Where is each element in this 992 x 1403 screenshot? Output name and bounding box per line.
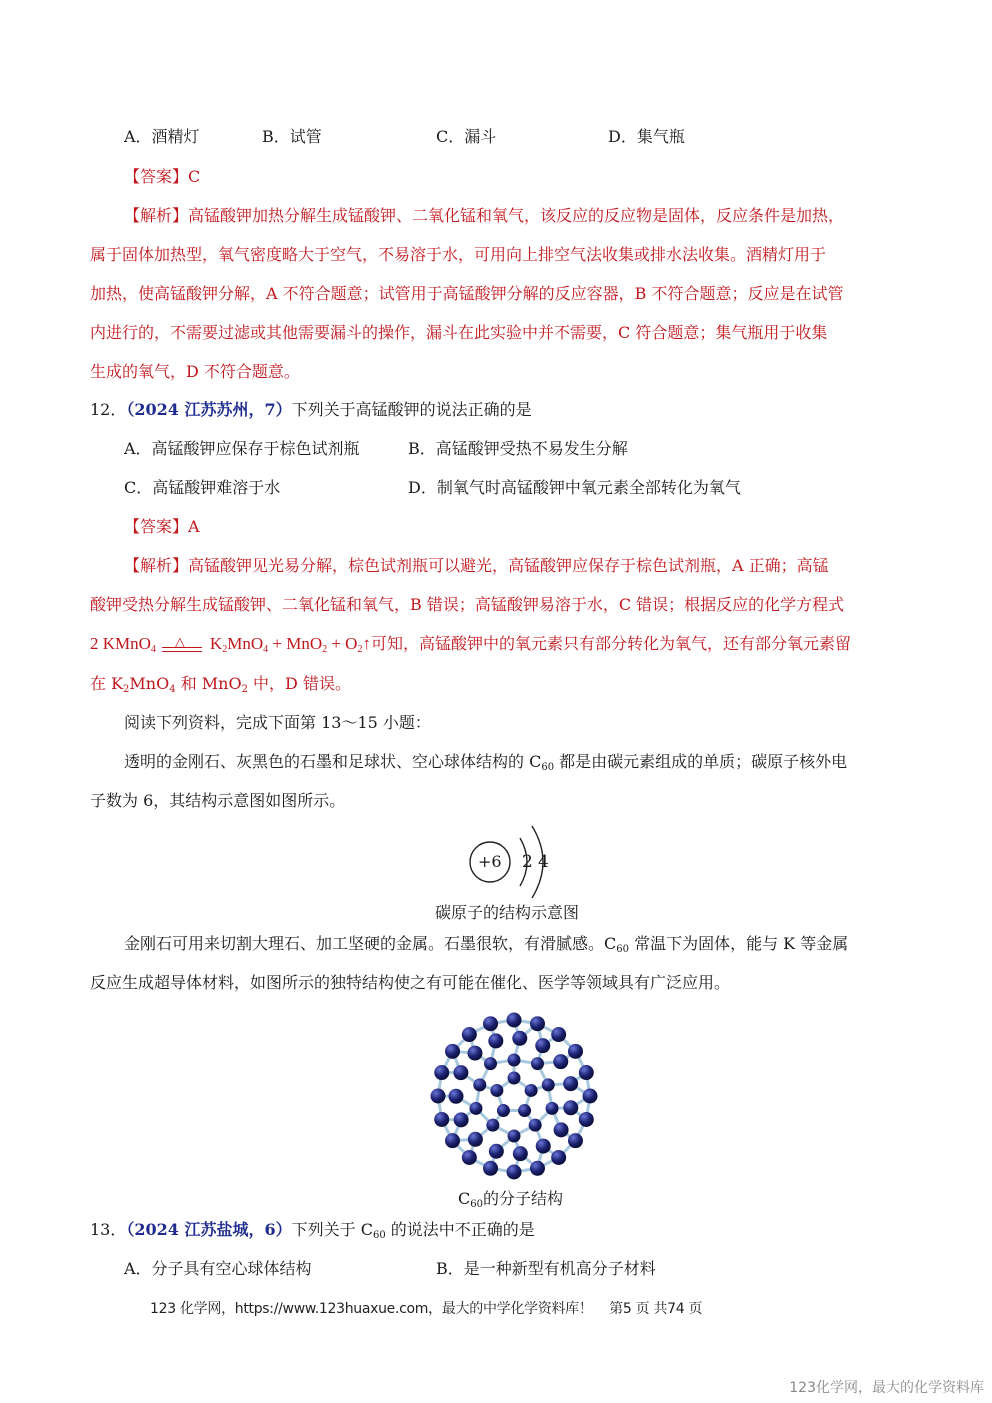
c60-carbon-atom <box>563 1100 578 1115</box>
c60-carbon-atom <box>445 1044 460 1059</box>
q11-answer <box>124 166 200 188</box>
c60-carbon-atom <box>434 1112 449 1127</box>
c60-carbon-atom <box>546 1102 559 1115</box>
heat-triangle-icon: △ <box>174 634 185 649</box>
reading-paragraph-2-cont: 反应生成超导体材料，如图所示的独特结构使之有可能在催化、医学等领域具有广泛应用。 <box>90 973 731 992</box>
c60-carbon-atom <box>535 1038 550 1053</box>
eq-sub: 2 <box>322 644 328 655</box>
sub: 60 <box>541 762 555 773</box>
q11-option-d: D．集气瓶 <box>608 127 685 146</box>
c60-carbon-atom <box>563 1076 578 1091</box>
question-source: （2024 江苏苏州，7） <box>126 400 292 419</box>
q13-option-b: B．是一种新型有机高分子材料 <box>436 1259 656 1278</box>
footer-site-text: 123 化学网，https://www.123huaxue.com，最大的中学化学资料库！ <box>150 1301 593 1317</box>
carbon-atom-diagram <box>462 820 562 900</box>
question-text: 下列关于高锰酸钾的说法正确的是 <box>291 400 532 419</box>
question-number: 12． <box>90 400 127 419</box>
text: 和 MnO <box>175 674 242 693</box>
c60-carbon-atom <box>508 1130 521 1143</box>
c60-carbon-atom <box>468 1132 483 1147</box>
c60-carbon-atom <box>467 1046 482 1061</box>
c60-carbon-atom <box>507 1165 522 1180</box>
text: MnO <box>129 674 170 693</box>
chemical-equation <box>90 634 371 653</box>
q12-analysis-line <box>90 673 351 695</box>
c60-carbon-atom <box>513 1146 528 1161</box>
c60-carbon-atom <box>431 1089 446 1104</box>
c60-carbon-atom <box>484 1057 497 1070</box>
q11-option-b: B．试管 <box>262 127 322 146</box>
c60-figure-caption <box>458 1186 563 1209</box>
c60-carbon-atom <box>531 1057 544 1070</box>
reading-paragraph-1 <box>124 751 847 773</box>
c60-molecule-icon <box>424 1010 604 1182</box>
c60-carbon-atom <box>490 1084 503 1097</box>
text: 透明的金刚石、灰黑色的石墨和足球状、空心球体结构的 C <box>124 752 542 771</box>
q12-analysis-line: 酸钾受热分解生成锰酸钾、二氧化锰和氧气，B 错误；高锰酸钾易溶于水，C 错误；根据反应的化学方程式 <box>90 595 845 614</box>
q12-stem <box>90 399 532 421</box>
answer-label: 【答案】 <box>124 167 189 186</box>
c60-carbon-atom <box>553 1054 568 1069</box>
page-number: 第5 页 共74 页 <box>609 1301 703 1317</box>
c60-carbon-atom <box>530 1016 545 1031</box>
q12-option-b: B．高锰酸钾受热不易发生分解 <box>408 439 628 458</box>
c60-carbon-atom <box>483 1161 498 1176</box>
text: 都是由碳元素组成的单质；碳原子核外电 <box>554 752 848 771</box>
q11-analysis-line: 属于固体加热型，氧气密度略大于空气，不易溶于水，可用向上排空气法收集或排水法收集。酒精灯用于 <box>90 245 827 264</box>
c60-carbon-atom <box>579 1112 594 1127</box>
reading-paragraph-2 <box>124 933 848 955</box>
sub: 60 <box>372 1230 386 1241</box>
q11-analysis-line <box>124 205 844 227</box>
eq-sub: 2 <box>357 644 363 655</box>
q13-option-a: A．分子具有空心球体结构 <box>124 1259 312 1278</box>
c60-carbon-atom <box>454 1112 469 1127</box>
q11-analysis-line: 生成的氧气，D 不符合题意。 <box>90 362 300 381</box>
q12-analysis-line <box>124 555 829 577</box>
c60-carbon-atom <box>518 1104 531 1117</box>
text: 在 K <box>90 674 124 693</box>
text: C <box>458 1189 471 1208</box>
c60-carbon-atom <box>469 1102 482 1115</box>
c60-carbon-atom <box>489 1144 504 1159</box>
eq-sub: 2 <box>222 644 228 655</box>
c60-carbon-atom <box>529 1119 542 1132</box>
text: 中，D 错误。 <box>247 674 351 693</box>
sub: 4 <box>169 684 176 695</box>
shell-2-electrons: 4 <box>538 852 549 872</box>
c60-carbon-atom <box>554 1122 569 1137</box>
eq-product: + MnO <box>268 634 323 653</box>
q11-option-c: C．漏斗 <box>436 127 497 146</box>
c60-carbon-atom <box>434 1065 449 1080</box>
c60-carbon-atom <box>462 1150 477 1165</box>
c60-carbon-atom <box>449 1089 464 1104</box>
answer-value: C <box>188 167 201 186</box>
c60-carbon-atom <box>445 1133 460 1148</box>
c60-carbon-atom <box>473 1078 486 1091</box>
analysis-label: 【解析】 <box>124 206 189 225</box>
question-number: 13． <box>90 1220 127 1239</box>
c60-carbon-atom <box>497 1104 510 1117</box>
sub: 2 <box>241 684 248 695</box>
c60-carbon-atom <box>551 1150 566 1165</box>
q12-answer <box>124 516 200 538</box>
reading-paragraph-1-cont: 子数为 6，其结构示意图如图所示。 <box>90 791 346 810</box>
c60-carbon-atom <box>536 1139 551 1154</box>
eq-product: + O <box>327 634 358 653</box>
page-footer <box>150 1298 702 1318</box>
c60-carbon-atom <box>551 1027 566 1042</box>
gas-arrow-icon: ↑ <box>362 634 371 653</box>
analysis-text: 高锰酸钾加热分解生成锰酸钾、二氧化锰和氧气，该反应的反应物是固体，反应条件是加热， <box>188 206 845 225</box>
c60-carbon-atom <box>486 1119 499 1132</box>
q13-stem <box>90 1219 535 1241</box>
heat-condition-sign <box>162 633 202 655</box>
text: 常温下为固体，能与 K 等金属 <box>628 934 849 953</box>
q12-option-d: D．制氧气时高锰酸钾中氧元素全部转化为氧气 <box>408 478 741 497</box>
c60-carbon-atom <box>453 1065 468 1080</box>
sub: 60 <box>470 1199 483 1210</box>
q11-analysis-line: 内进行的，不需要过滤或其他需要漏斗的操作，漏斗在此实验中并不需要，C 符合题意；集气瓶用于收集 <box>90 323 828 342</box>
c60-carbon-atom <box>568 1044 583 1059</box>
nucleus-charge: +6 <box>478 852 502 871</box>
eq-product: K <box>209 634 223 653</box>
analysis-label: 【解析】 <box>124 556 189 575</box>
q12-equation-line <box>90 633 851 655</box>
c60-carbon-atom <box>488 1033 503 1048</box>
c60-carbon-atom <box>530 1161 545 1176</box>
c60-carbon-atom <box>579 1065 594 1080</box>
text: 金刚石可用来切割大理石、加工坚硬的金属。石墨很软，有滑腻感。C <box>124 934 617 953</box>
atom-figure-caption: 碳原子的结构示意图 <box>435 903 580 922</box>
sub: 60 <box>616 944 629 955</box>
c60-carbon-atom <box>508 1054 521 1067</box>
c60-molecule-image <box>424 1010 604 1182</box>
answer-label: 【答案】 <box>124 517 189 536</box>
reading-intro: 阅读下列资料，完成下面第 13～15 小题： <box>124 713 431 732</box>
q12-option-c: C．高锰酸钾难溶于水 <box>124 478 281 497</box>
eq-reactant: 2 KMnO <box>90 634 151 653</box>
c60-carbon-atom <box>508 1072 521 1085</box>
c60-carbon-atom <box>542 1078 555 1091</box>
c60-carbon-atom <box>512 1031 527 1046</box>
analysis-text: 可知，高锰酸钾中的氧元素只有部分转化为氧气，还有部分氧元素留 <box>370 634 851 653</box>
text: 的分子结构 <box>482 1189 563 1208</box>
eq-product: MnO <box>227 634 264 653</box>
q12-option-a: A．高锰酸钾应保存于棕色试剂瓶 <box>124 439 360 458</box>
q11-analysis-line: 加热，使高锰酸钾分解，A 不符合题意；试管用于高锰酸钾分解的反应容器，B 不符合题意；反应是在试管 <box>90 284 844 303</box>
answer-value: A <box>188 517 200 536</box>
question-text: 的说法中不正确的是 <box>385 1220 535 1239</box>
question-text: 下列关于 C <box>291 1220 373 1239</box>
c60-carbon-atom <box>507 1013 522 1028</box>
c60-carbon-atom <box>583 1089 598 1104</box>
c60-carbon-atom <box>462 1027 477 1042</box>
shell-1-electrons: 2 <box>522 852 533 872</box>
c60-carbon-atom <box>483 1016 498 1031</box>
analysis-text: 高锰酸钾见光易分解，棕色试剂瓶可以避光，高锰酸钾应保存于棕色试剂瓶，A 正确；高锰 <box>188 556 829 575</box>
question-source: （2024 江苏盐城，6） <box>126 1220 292 1239</box>
q11-option-a: A．酒精灯 <box>124 127 200 146</box>
watermark: 123化学网，最大的化学资料库 <box>789 1380 984 1396</box>
c60-carbon-atom <box>525 1084 538 1097</box>
sub: 2 <box>123 684 130 695</box>
eq-sub: 4 <box>263 644 269 655</box>
eq-sub: 4 <box>150 644 156 655</box>
c60-carbon-atom <box>568 1133 583 1148</box>
